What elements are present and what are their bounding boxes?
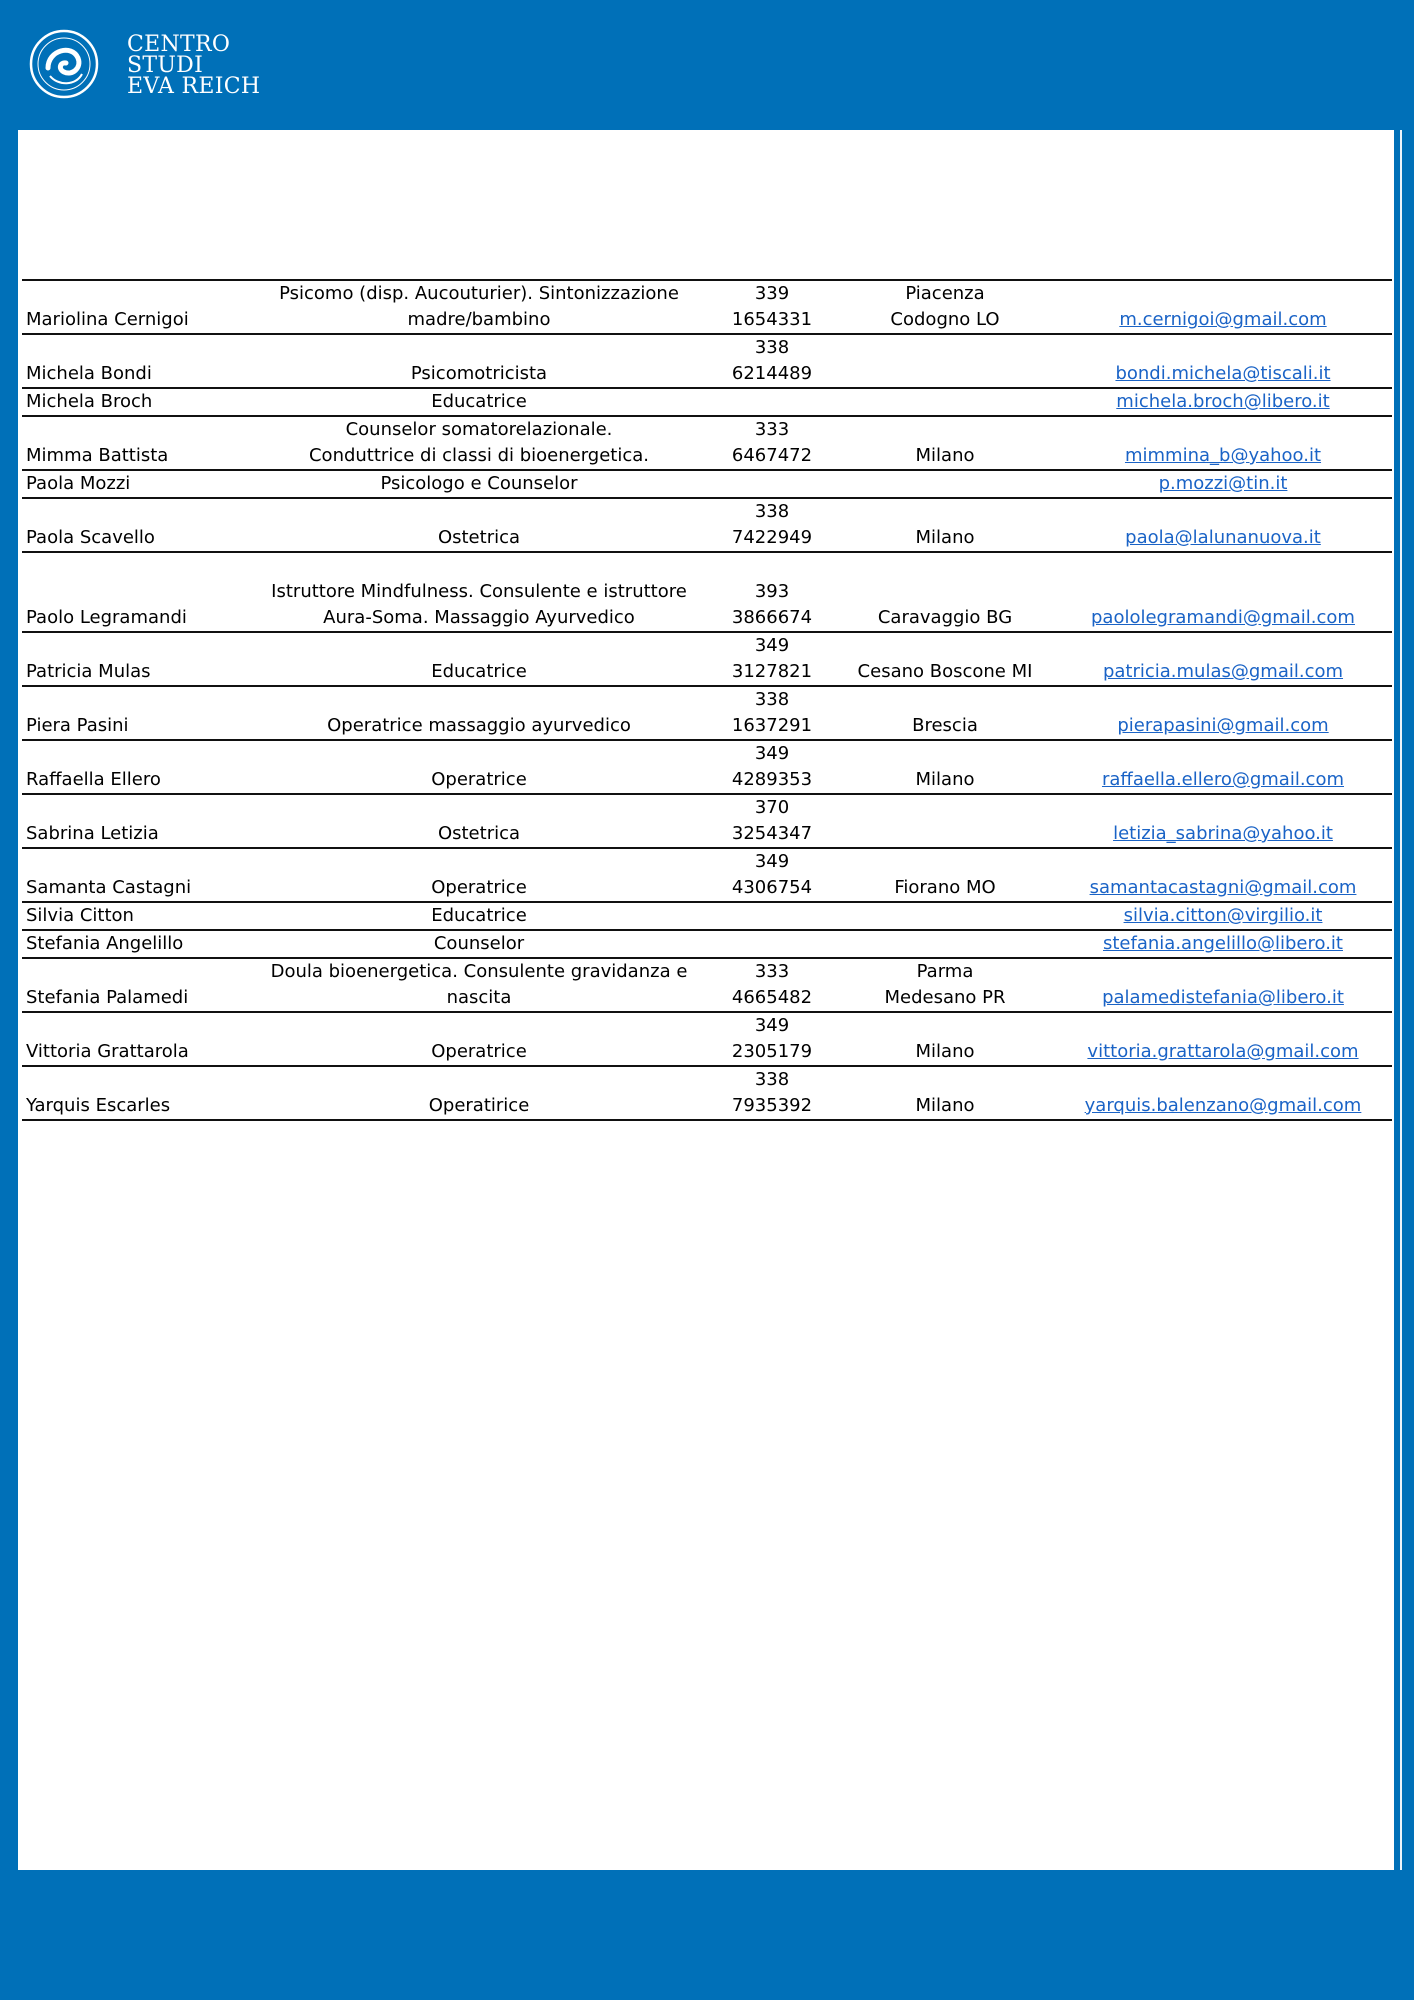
- profession-line: Operatrice: [431, 877, 527, 898]
- contact-phone: 370 3254347: [708, 794, 836, 848]
- profession-line: Educatrice: [431, 391, 527, 412]
- contact-email-link[interactable]: silvia.citton@virgilio.it: [1054, 902, 1392, 930]
- contact-city: [836, 470, 1054, 498]
- table-row: [22, 632, 1392, 686]
- profession-line: Educatrice: [431, 661, 527, 682]
- contact-profession: [250, 470, 708, 498]
- contact-email-link[interactable]: p.mozzi@tin.it: [1054, 470, 1392, 498]
- city-line: Codogno LO: [890, 309, 1000, 330]
- contact-email-link[interactable]: stefania.angelillo@libero.it: [1054, 930, 1392, 958]
- table-row: [22, 280, 1392, 334]
- contact-phone: 333 6467472: [708, 416, 836, 470]
- contact-phone: [708, 470, 836, 498]
- profession-line: Conduttrice di classi di bioenergetica.: [308, 445, 650, 466]
- contact-profession: [250, 552, 708, 632]
- contact-email-link[interactable]: michela.broch@libero.it: [1054, 388, 1392, 416]
- contact-name: Stefania Angelillo: [22, 930, 250, 958]
- brand-line: CENTRO: [127, 32, 231, 57]
- contact-city: [836, 794, 1054, 848]
- document-page: [18, 130, 1394, 1870]
- contact-phone: 349 4306754: [708, 848, 836, 902]
- profession-line: madre/bambino: [407, 309, 551, 330]
- contact-name: Sabrina Letizia: [22, 794, 250, 848]
- contact-city: [836, 1012, 1054, 1066]
- contact-city: [836, 498, 1054, 552]
- contact-profession: [250, 930, 708, 958]
- contact-city: [836, 334, 1054, 388]
- contact-profession: [250, 334, 708, 388]
- contact-phone: 333 4665482: [708, 958, 836, 1012]
- contact-phone: [708, 930, 836, 958]
- contact-phone: 338 7935392: [708, 1066, 836, 1120]
- brand-line: EVA REICH: [127, 74, 261, 99]
- contact-name: Vittoria Grattarola: [22, 1012, 250, 1066]
- profession-line: [254, 553, 704, 579]
- city-line: Caravaggio BG: [877, 607, 1013, 628]
- city-line: Parma: [916, 961, 974, 982]
- contact-phone: 349 4289353: [708, 740, 836, 794]
- contact-email-link[interactable]: mimmina_b@yahoo.it: [1054, 416, 1392, 470]
- contact-name: Stefania Palamedi: [22, 958, 250, 1012]
- profession-line: Ostetrica: [437, 527, 521, 548]
- contact-city: [836, 686, 1054, 740]
- header-bar: [0, 0, 1414, 130]
- contact-city: [836, 632, 1054, 686]
- contact-city: [836, 930, 1054, 958]
- city-line: Milano: [915, 769, 975, 790]
- contact-email-link[interactable]: bondi.michela@tiscali.it: [1054, 334, 1392, 388]
- profession-line: Doula bioenergetica. Consulente gravidanza e: [270, 961, 688, 982]
- contact-email-link[interactable]: yarquis.balenzano@gmail.com: [1054, 1066, 1392, 1120]
- table-row: [22, 498, 1392, 552]
- contact-phone: 393 3866674: [708, 552, 836, 632]
- profession-line: Operatrice: [431, 769, 527, 790]
- contact-profession: [250, 902, 708, 930]
- contact-email-link[interactable]: raffaella.ellero@gmail.com: [1054, 740, 1392, 794]
- contact-city: [836, 848, 1054, 902]
- city-line: Medesano PR: [884, 987, 1006, 1008]
- contact-city: [836, 552, 1054, 632]
- contact-city: [836, 740, 1054, 794]
- contact-email-link[interactable]: paololegramandi@gmail.com: [1054, 552, 1392, 632]
- profession-line: Ostetrica: [437, 823, 521, 844]
- contact-email-link[interactable]: m.cernigoi@gmail.com: [1054, 280, 1392, 334]
- table-row: [22, 794, 1392, 848]
- profession-line: Operatrice: [431, 1041, 527, 1062]
- table-row: [22, 470, 1392, 498]
- brand-name: [127, 34, 260, 97]
- contact-email-link[interactable]: letizia_sabrina@yahoo.it: [1054, 794, 1392, 848]
- contact-phone: 349 3127821: [708, 632, 836, 686]
- contact-name: Patricia Mulas: [22, 632, 250, 686]
- contact-profession: [250, 1012, 708, 1066]
- table-row: [22, 552, 1392, 632]
- city-line: Milano: [915, 1041, 975, 1062]
- table-row: [22, 416, 1392, 470]
- contact-name: Silvia Citton: [22, 902, 250, 930]
- table-row: [22, 902, 1392, 930]
- contact-phone: 338 6214489: [708, 334, 836, 388]
- profession-line: Counselor somatorelazionale.: [345, 419, 613, 440]
- city-line: Cesano Boscone MI: [857, 661, 1033, 682]
- city-line: Milano: [915, 527, 975, 548]
- table-row: [22, 848, 1392, 902]
- contact-profession: [250, 958, 708, 1012]
- profession-line: Psicomotricista: [410, 363, 548, 384]
- table-row: [22, 930, 1392, 958]
- contact-email-link[interactable]: patricia.mulas@gmail.com: [1054, 632, 1392, 686]
- contact-email-link[interactable]: palamedistefania@libero.it: [1054, 958, 1392, 1012]
- contact-city: [836, 416, 1054, 470]
- contact-profession: [250, 1066, 708, 1120]
- contact-name: Michela Broch: [22, 388, 250, 416]
- contact-profession: [250, 740, 708, 794]
- brand-line: STUDI: [127, 53, 204, 78]
- city-line: Milano: [915, 445, 975, 466]
- profession-line: Educatrice: [431, 905, 527, 926]
- contact-name: Raffaella Ellero: [22, 740, 250, 794]
- eva-reich-logo-icon: [28, 28, 100, 100]
- table-row: [22, 388, 1392, 416]
- contact-name: Mariolina Cernigoi: [22, 280, 250, 334]
- contact-profession: [250, 416, 708, 470]
- profession-line: Psicologo e Counselor: [380, 473, 578, 494]
- contact-phone: 338 7422949: [708, 498, 836, 552]
- page-edge: [1402, 130, 1414, 1870]
- profession-line: Operatrice massaggio ayurvedico: [327, 715, 631, 736]
- contact-city: [836, 280, 1054, 334]
- contact-email-link[interactable]: samantacastagni@gmail.com: [1054, 848, 1392, 902]
- contact-name: Piera Pasini: [22, 686, 250, 740]
- profession-line: Operatirice: [428, 1095, 530, 1116]
- contact-city: [836, 1066, 1054, 1120]
- profession-line: Aura-Soma. Massaggio Ayurvedico: [323, 607, 635, 628]
- contact-profession: [250, 794, 708, 848]
- table-row: [22, 1066, 1392, 1120]
- contact-profession: [250, 498, 708, 552]
- contact-name: Paolo Legramandi: [22, 552, 250, 632]
- contacts-table: [22, 279, 1392, 1121]
- profession-line: nascita: [446, 987, 512, 1008]
- city-line: Milano: [915, 1095, 975, 1116]
- table-row: [22, 1012, 1392, 1066]
- city-line: Brescia: [912, 715, 978, 736]
- contact-email-link[interactable]: vittoria.grattarola@gmail.com: [1054, 1012, 1392, 1066]
- contact-name: Paola Mozzi: [22, 470, 250, 498]
- table-row: [22, 686, 1392, 740]
- contact-name: Yarquis Escarles: [22, 1066, 250, 1120]
- contact-profession: [250, 686, 708, 740]
- profession-line: Psicomo (disp. Aucouturier). Sintonizzazione: [279, 283, 679, 304]
- contact-name: Mimma Battista: [22, 416, 250, 470]
- contact-phone: 349 2305179: [708, 1012, 836, 1066]
- contact-name: Paola Scavello: [22, 498, 250, 552]
- contact-name: Samanta Castagni: [22, 848, 250, 902]
- contact-phone: 339 1654331: [708, 280, 836, 334]
- contact-phone: [708, 388, 836, 416]
- contact-profession: [250, 280, 708, 334]
- table-row: [22, 740, 1392, 794]
- contact-profession: [250, 388, 708, 416]
- contact-email-link[interactable]: pierapasini@gmail.com: [1054, 686, 1392, 740]
- table-row: [22, 958, 1392, 1012]
- profession-line: Istruttore Mindfulness. Consulente e istruttore: [271, 581, 687, 602]
- contact-city: [836, 902, 1054, 930]
- contact-phone: 338 1637291: [708, 686, 836, 740]
- table-row: [22, 334, 1392, 388]
- city-line: Piacenza: [905, 283, 985, 304]
- profession-line: Counselor: [433, 933, 525, 954]
- contact-name: Michela Bondi: [22, 334, 250, 388]
- contact-phone: [708, 902, 836, 930]
- contact-city: [836, 388, 1054, 416]
- contact-city: [836, 958, 1054, 1012]
- contact-profession: [250, 632, 708, 686]
- contact-email-link[interactable]: paola@lalunanuova.it: [1054, 498, 1392, 552]
- contact-profession: [250, 848, 708, 902]
- city-line: Fiorano MO: [894, 877, 996, 898]
